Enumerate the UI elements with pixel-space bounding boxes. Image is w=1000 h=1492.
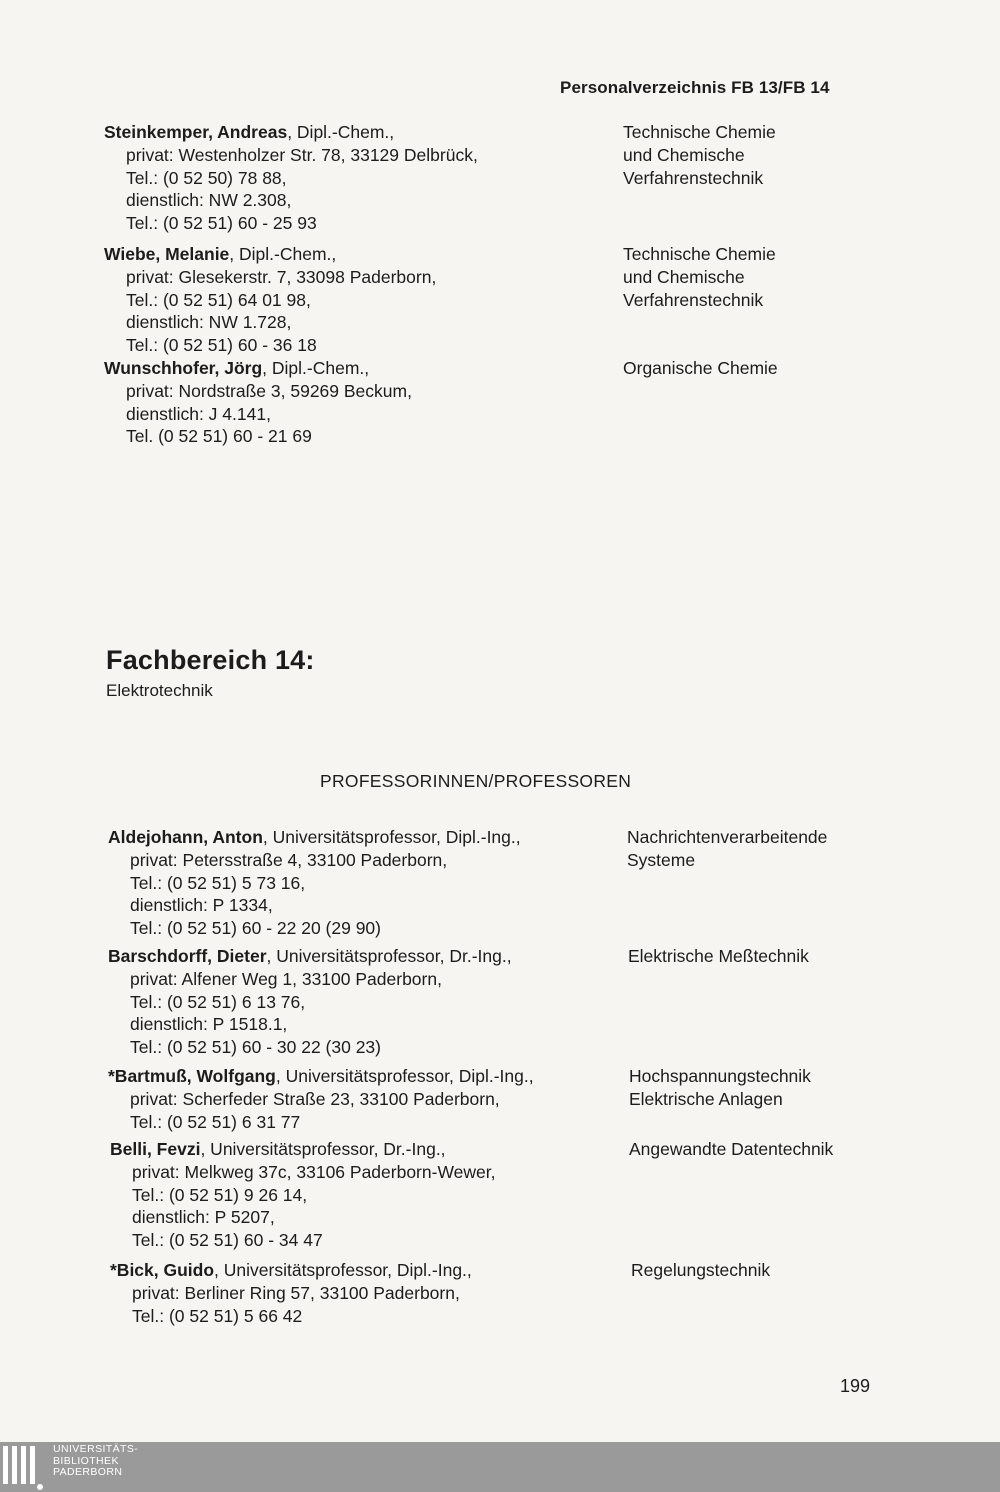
entry-details	[108, 1065, 608, 1133]
area-line: Regelungstechnik	[631, 1260, 771, 1280]
library-name-line: BIBLIOTHEK	[53, 1454, 119, 1467]
person-title: , Universitätsprofessor, Dipl.-Ing.,	[262, 827, 521, 847]
entry-line: Tel.: (0 52 51) 60 - 25 93	[126, 213, 317, 234]
directory-entry	[104, 121, 924, 235]
person-title: , Dipl.-Chem.,	[262, 358, 370, 378]
entry-line: dienstlich: P 5207,	[132, 1207, 275, 1228]
area-line: Organische Chemie	[623, 358, 778, 378]
area-line: Technische Chemie	[623, 244, 776, 264]
entry-area	[623, 357, 903, 380]
entry-line: privat: Westenholzer Str. 78, 33129 Delbrück,	[126, 144, 478, 165]
entry-area	[629, 1138, 909, 1161]
library-name-line: UNIVERSITÄTS-	[53, 1443, 139, 1455]
entry-line: Tel.: (0 52 51) 6 13 76,	[130, 991, 306, 1012]
entry-line: Tel.: (0 52 51) 9 26 14,	[132, 1184, 308, 1205]
entry-line: privat: Nordstraße 3, 59269 Beckum,	[126, 380, 412, 401]
entry-area	[629, 1065, 909, 1111]
directory-entry	[108, 1065, 928, 1133]
person-title: , Universitätsprofessor, Dr.-Ing.,	[200, 1139, 446, 1159]
area-line: Nachrichtenverarbeitende	[627, 827, 828, 847]
person-name: Belli, Fevzi	[110, 1139, 201, 1159]
entry-area	[623, 121, 903, 189]
person-title: , Universitätsprofessor, Dipl.-Ing.,	[214, 1260, 472, 1280]
area-line: und Chemische	[623, 144, 745, 165]
entry-details	[108, 945, 608, 1059]
person-name: Wunschhofer, Jörg	[104, 358, 263, 378]
person-title: , Dipl.-Chem.,	[229, 244, 337, 264]
entry-line: privat: Scherfeder Straße 23, 33100 Paderborn,	[130, 1088, 500, 1109]
entry-line: Tel.: (0 52 51) 64 01 98,	[126, 289, 311, 310]
directory-entry	[104, 243, 924, 357]
directory-entry	[104, 357, 924, 449]
entry-details	[104, 121, 604, 235]
person-title: , Dipl.-Chem.,	[287, 122, 395, 142]
area-line: Angewandte Datentechnik	[629, 1139, 834, 1159]
person-name: Barschdorff, Dieter	[108, 946, 267, 966]
entry-area	[631, 1259, 911, 1282]
entry-name-line	[108, 1065, 608, 1088]
person-name: Steinkemper, Andreas	[104, 122, 288, 142]
person-name: Aldejohann, Anton	[108, 827, 263, 847]
directory-entry	[108, 826, 928, 940]
person-title: , Universitätsprofessor, Dr.-Ing.,	[266, 946, 512, 966]
entry-line: Tel.: (0 52 51) 6 31 77	[130, 1111, 301, 1132]
entry-name-line	[108, 826, 608, 849]
entry-area	[627, 826, 907, 872]
entry-line: dienstlich: J 4.141,	[126, 403, 271, 424]
entry-line: Tel.: (0 52 51) 5 66 42	[132, 1305, 303, 1326]
entry-name-line	[104, 357, 604, 380]
area-line: Hochspannungstechnik	[629, 1066, 811, 1086]
library-footer	[0, 1442, 1000, 1492]
entry-line: privat: Glesekerstr. 7, 33098 Paderborn,	[126, 266, 437, 287]
entry-name-line	[108, 945, 608, 968]
entry-name-line	[110, 1138, 610, 1161]
entry-line: Tel.: (0 52 51) 5 73 16,	[130, 872, 306, 893]
person-name: Wiebe, Melanie	[104, 244, 230, 264]
entry-details	[110, 1259, 610, 1327]
page-number: 199	[840, 1376, 871, 1396]
entry-area	[628, 945, 908, 968]
entry-line: privat: Berliner Ring 57, 33100 Paderborn,	[132, 1282, 460, 1303]
entry-line: dienstlich: P 1518.1,	[130, 1014, 288, 1035]
section-title: Fachbereich 14:	[106, 645, 315, 675]
person-title: , Universitätsprofessor, Dipl.-Ing.,	[275, 1066, 534, 1086]
entry-name-line	[104, 121, 604, 144]
area-line: Verfahrenstechnik	[623, 289, 764, 310]
area-line: Elektrische Anlagen	[629, 1088, 783, 1109]
entry-area	[623, 243, 903, 311]
entry-line: Tel.: (0 52 50) 78 88,	[126, 167, 287, 188]
library-name-line: PADERBORN	[53, 1466, 123, 1478]
logo-dot-icon	[37, 1484, 43, 1490]
directory-entry	[110, 1138, 930, 1252]
entry-name-line	[110, 1259, 610, 1282]
entry-details	[104, 357, 604, 448]
entry-details	[104, 243, 604, 357]
library-name	[53, 1444, 138, 1479]
running-header: Personalverzeichnis FB 13/FB 14	[560, 78, 830, 97]
entry-line: Tel.: (0 52 51) 60 - 22 20 (29 90)	[130, 918, 381, 939]
entry-details	[108, 826, 608, 940]
person-name: *Bartmuß, Wolfgang	[108, 1066, 276, 1086]
area-line: Elektrische Meßtechnik	[628, 946, 809, 966]
library-logo-icon	[3, 1446, 35, 1488]
section-subtitle: Elektrotechnik	[106, 681, 213, 700]
entry-line: Tel.: (0 52 51) 60 - 34 47	[132, 1230, 323, 1251]
entry-details	[110, 1138, 610, 1252]
directory-entry	[110, 1259, 930, 1327]
area-line: und Chemische	[623, 266, 745, 287]
entry-line: dienstlich: P 1334,	[130, 895, 273, 916]
entry-line: dienstlich: NW 2.308,	[126, 190, 292, 211]
group-heading: PROFESSORINNEN/PROFESSOREN	[320, 771, 632, 791]
entry-name-line	[104, 243, 604, 266]
entry-line: privat: Melkweg 37c, 33106 Paderborn-Wewer,	[132, 1161, 496, 1182]
area-line: Verfahrenstechnik	[623, 167, 764, 188]
entry-line: dienstlich: NW 1.728,	[126, 312, 292, 333]
area-line: Systeme	[627, 849, 696, 870]
person-name: *Bick, Guido	[110, 1260, 215, 1280]
directory-entry	[108, 945, 928, 1059]
entry-line: Tel.: (0 52 51) 60 - 30 22 (30 23)	[130, 1037, 381, 1058]
entry-line: Tel.: (0 52 51) 60 - 36 18	[126, 335, 317, 356]
area-line: Technische Chemie	[623, 122, 776, 142]
entry-line: Tel. (0 52 51) 60 - 21 69	[126, 426, 312, 447]
entry-line: privat: Alfener Weg 1, 33100 Paderborn,	[130, 968, 442, 989]
entry-line: privat: Petersstraße 4, 33100 Paderborn,	[130, 849, 448, 870]
